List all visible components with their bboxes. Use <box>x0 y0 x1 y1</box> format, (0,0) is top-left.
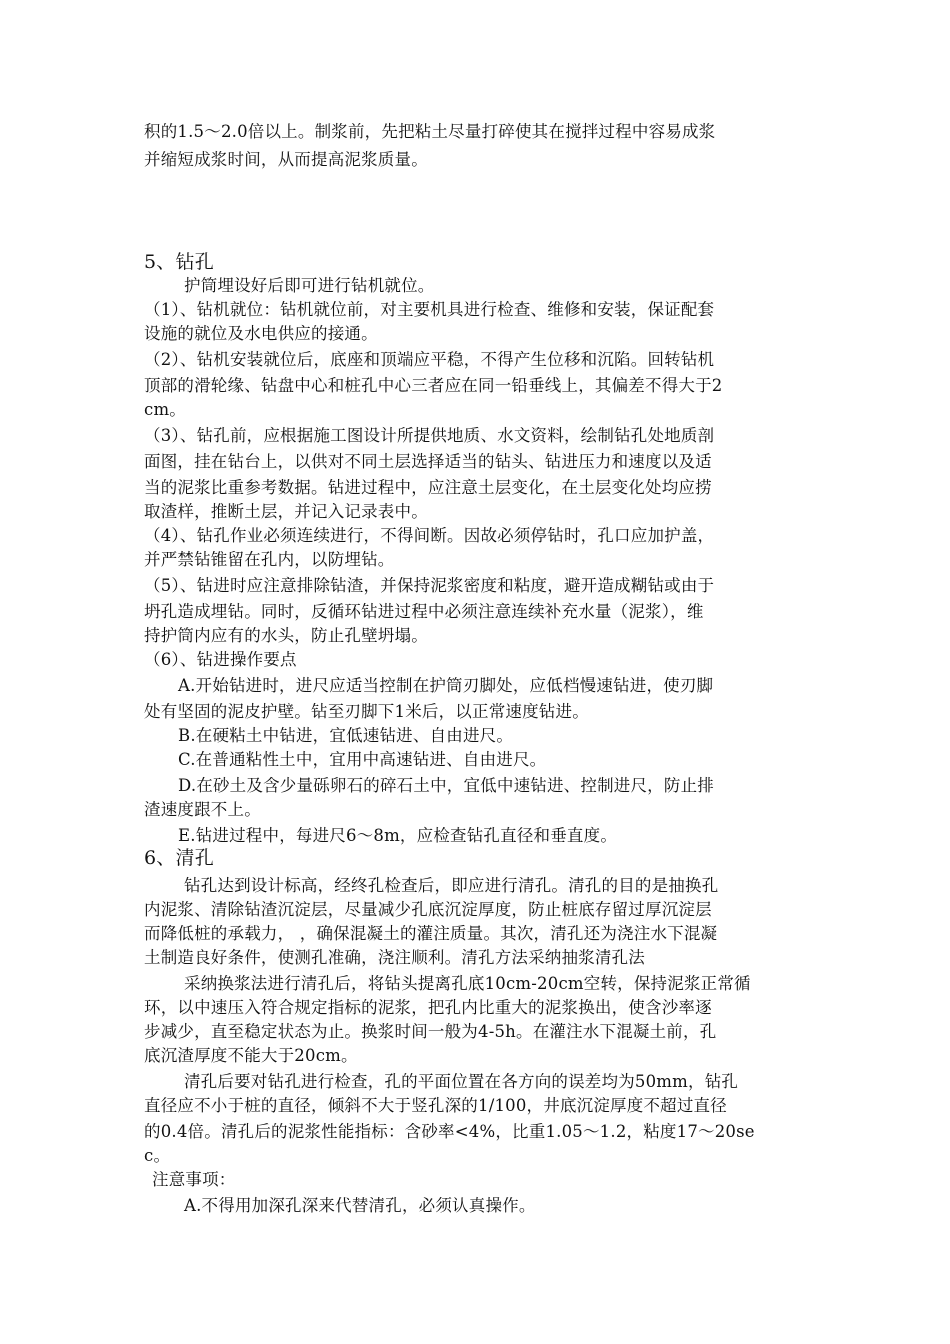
body-line: 清孔后要对钻孔进行检查，孔的平面位置在各方向的误差均为50mm，钻孔 <box>184 1072 739 1091</box>
body-line: 并缩短成浆时间，从而提高泥浆质量。 <box>144 150 428 169</box>
body-line: B.在硬粘土中钻进，宜低速钻进、自由进尺。 <box>178 726 514 745</box>
body-line: 采纳换浆法进行清孔后，将钻头提离孔底10cm-20cm空转，保持泥浆正常循 <box>184 974 751 993</box>
body-line: cm。 <box>144 400 186 419</box>
body-line: 直径应不小于桩的直径，倾斜不大于竖孔深的1/100，井底沉淀厚度不超过直径 <box>144 1096 727 1115</box>
body-line: 钻孔达到设计标高，经终孔检查后，即应进行清孔。清孔的目的是抽换孔 <box>184 876 719 895</box>
body-line: （6）、钻进操作要点 <box>144 650 297 669</box>
body-line: 设施的就位及水电供应的接通。 <box>144 324 378 343</box>
body-line: （1）、钻机就位：钻机就位前，对主要机具进行检查、维修和安装，保证配套 <box>144 300 715 319</box>
body-line: 积的1.5～2.0倍以上。制浆前，先把粘土尽量打碎使其在搅拌过程中容易成浆 <box>144 122 716 141</box>
body-line: 内泥浆、清除钻渣沉淀层，尽量减少孔底沉淀厚度，防止桩底存留过厚沉淀层 <box>144 900 712 919</box>
body-line: 的0.4倍。清孔后的泥浆性能指标：含砂率<4%，比重1.05～1.2，粘度17～20se <box>144 1122 755 1141</box>
body-line: 顶部的滑轮缘、钻盘中心和桩孔中心三者应在同一铅垂线上，其偏差不得大于2 <box>144 376 723 395</box>
body-line: （2）、钻机安装就位后，底座和顶端应平稳，不得产生位移和沉陷。回转钻机 <box>144 350 715 369</box>
body-line: E.钻进过程中，每进尺6～8m，应检查钻孔直径和垂直度。 <box>178 826 618 845</box>
body-line: A.不得用加深孔深来代替清孔，必须认真操作。 <box>184 1196 536 1215</box>
section-heading: 5、钻孔 <box>144 251 214 273</box>
body-line: （5）、钻进时应注意排除钻渣，并保持泥浆密度和粘度，避开造成糊钻或由于 <box>144 576 715 595</box>
body-line: 注意事项： <box>152 1170 236 1189</box>
body-line: 处有坚固的泥皮护壁。钻至刃脚下1米后，以正常速度钻进。 <box>144 702 589 721</box>
body-line: 土制造良好条件，使测孔准确，浇注顺利。清孔方法采纳抽浆清孔法 <box>144 948 645 967</box>
body-line: 环，以中速压入符合规定指标的泥浆，把孔内比重大的泥浆换出，使含沙率逐 <box>144 998 712 1017</box>
body-line: 而降低桩的承载力， ，确保混凝土的灌注质量。其次，清孔还为浇注水下混凝 <box>144 924 718 943</box>
body-line: （4）、钻孔作业必须连续进行，不得间断。因故必须停钻时，孔口应加护盖， <box>144 526 715 545</box>
body-line: c。 <box>144 1146 171 1165</box>
body-line: 取渣样，推断土层，并记入记录表中。 <box>144 502 428 521</box>
body-line: 面图，挂在钻台上，以供对不同土层选择适当的钻头、钻进压力和速度以及适 <box>144 452 712 471</box>
body-line: C.在普通粘性土中，宜用中高速钻进、自由进尺。 <box>178 750 547 769</box>
body-line: 底沉渣厚度不能大于20cm。 <box>144 1046 358 1065</box>
body-line: 并严禁钻锥留在孔内，以防埋钻。 <box>144 550 395 569</box>
body-line: 渣速度跟不上。 <box>144 800 261 819</box>
body-line: A.开始钻进时，进尺应适当控制在护筒刃脚处，应低档慢速钻进，使刃脚 <box>178 676 714 695</box>
body-line: 步减少，直至稳定状态为止。换浆时间一般为4-5h。在灌注水下混凝土前，孔 <box>144 1022 717 1041</box>
body-line: D.在砂土及含少量砾卵石的碎石土中，宜低中速钻进、控制进尺，防止排 <box>178 776 714 795</box>
body-line: 当的泥浆比重参考数据。钻进过程中，应注意土层变化，在土层变化处均应捞 <box>144 478 712 497</box>
section-heading: 6、清孔 <box>144 847 214 869</box>
body-line: 坍孔造成埋钻。同时，反循环钻进过程中必须注意连续补充水量（泥浆），维 <box>144 602 704 621</box>
body-line: 护筒埋设好后即可进行钻机就位。 <box>184 276 435 295</box>
body-line: （3）、钻孔前，应根据施工图设计所提供地质、水文资料，绘制钻孔处地质剖 <box>144 426 715 445</box>
body-line: 持护筒内应有的水头，防止孔壁坍塌。 <box>144 626 428 645</box>
